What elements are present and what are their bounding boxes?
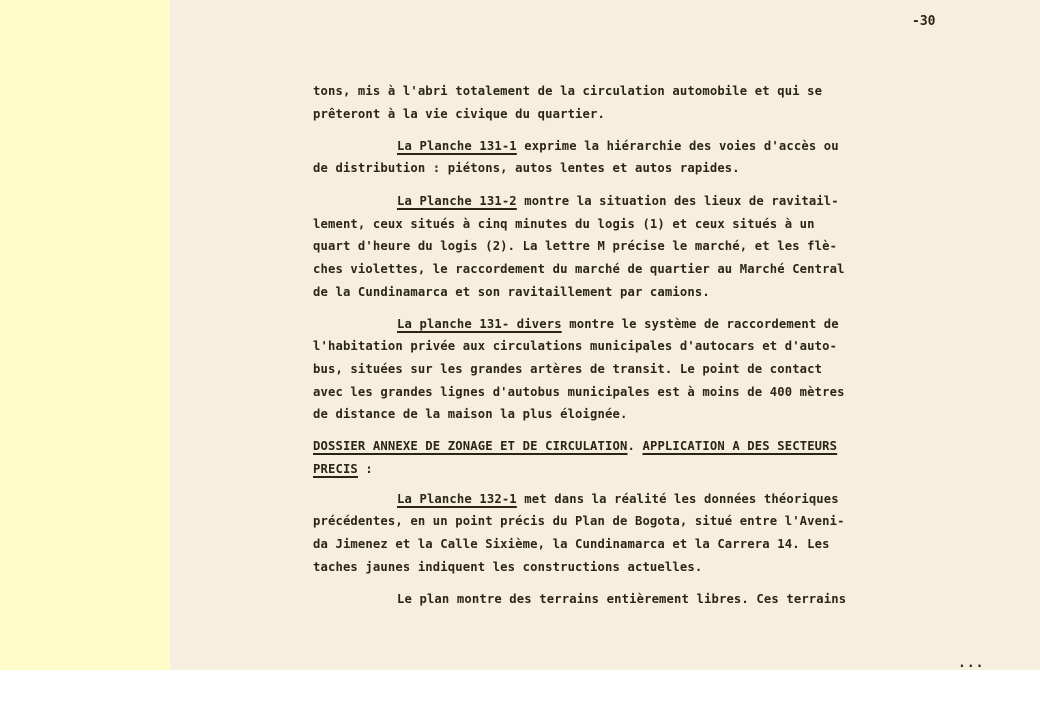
underlined-text: La Planche 131-2 — [397, 194, 517, 208]
text-line — [313, 81, 822, 101]
page-number: -30 — [912, 14, 936, 29]
line-text: met dans la réalité les données théoriques — [516, 492, 839, 506]
line-text: Le plan montre des terrains entièrement libres. Ces terrains — [397, 592, 847, 606]
underlined-text: La Planche 131-1 — [397, 139, 517, 153]
underlined-text: La Planche 132-1 — [397, 492, 517, 506]
line-text: avec les grandes lignes d'autobus municipales est à moins de 400 mètres — [313, 385, 845, 399]
line-text: lement, ceux situés à cinq minutes du logis (1) et ceux situés à un — [313, 217, 815, 231]
text-line — [313, 382, 845, 402]
line-text: tons, mis à l'abri totalement de la circulation automobile et qui se — [313, 84, 823, 98]
text-line — [397, 314, 839, 334]
underlined-text: APPLICATION A DES SECTEURS — [642, 439, 838, 453]
text-line — [313, 214, 815, 234]
line-text: de distribution : piétons, autos lentes et autos rapides. — [313, 161, 740, 175]
line-text: bus, situées sur les grandes artères de transit. Le point de contact — [313, 362, 823, 376]
line-text: . — [627, 439, 643, 453]
text-line — [313, 236, 837, 256]
text-line — [313, 336, 837, 356]
line-text: précédentes, en un point précis du Plan de Bogota, situé entre l'Aveni- — [313, 514, 845, 528]
section-heading-line — [313, 459, 373, 479]
underlined-text: La planche 131- divers — [397, 317, 562, 331]
text-line — [397, 589, 846, 609]
line-text: da Jimenez et la Calle Sixième, la Cundinamarca et la Carrera 14. Les — [313, 537, 830, 551]
text-line — [313, 104, 605, 124]
line-text: de distance de la maison la plus éloignée. — [313, 407, 628, 421]
text-line — [313, 158, 740, 178]
left-margin — [0, 0, 170, 670]
continuation-mark: ... — [958, 656, 985, 671]
line-text: de la Cundinamarca et son ravitaillement par camions. — [313, 285, 710, 299]
text-line — [313, 511, 845, 531]
text-line — [313, 259, 845, 279]
line-text: exprime la hiérarchie des voies d'accès ou — [516, 139, 839, 153]
line-text: taches jaunes indiquent les constructions actuelles. — [313, 560, 703, 574]
underlined-text: PRECIS — [313, 462, 358, 476]
text-line — [313, 282, 710, 302]
text-line — [313, 359, 822, 379]
text-line — [397, 191, 839, 211]
line-text: l'habitation privée aux circulations municipales d'autocars et d'auto- — [313, 339, 838, 353]
line-text: : — [357, 462, 373, 476]
text-line — [313, 534, 830, 554]
line-text: montre le système de raccordement de — [561, 317, 839, 331]
text-line — [313, 557, 702, 577]
underlined-text: DOSSIER ANNEXE DE ZONAGE ET DE CIRCULATION — [313, 439, 628, 453]
section-heading-line — [313, 436, 837, 456]
text-line — [313, 404, 627, 424]
line-text: ches violettes, le raccordement du marché de quartier au Marché Central — [313, 262, 845, 276]
line-text: montre la situation des lieux de ravitail- — [516, 194, 839, 208]
line-text: quart d'heure du logis (2). La lettre M précise le marché, et les flè- — [313, 239, 838, 253]
text-line — [397, 136, 839, 156]
line-text: prêteront à la vie civique du quartier. — [313, 107, 606, 121]
text-line — [397, 489, 839, 509]
